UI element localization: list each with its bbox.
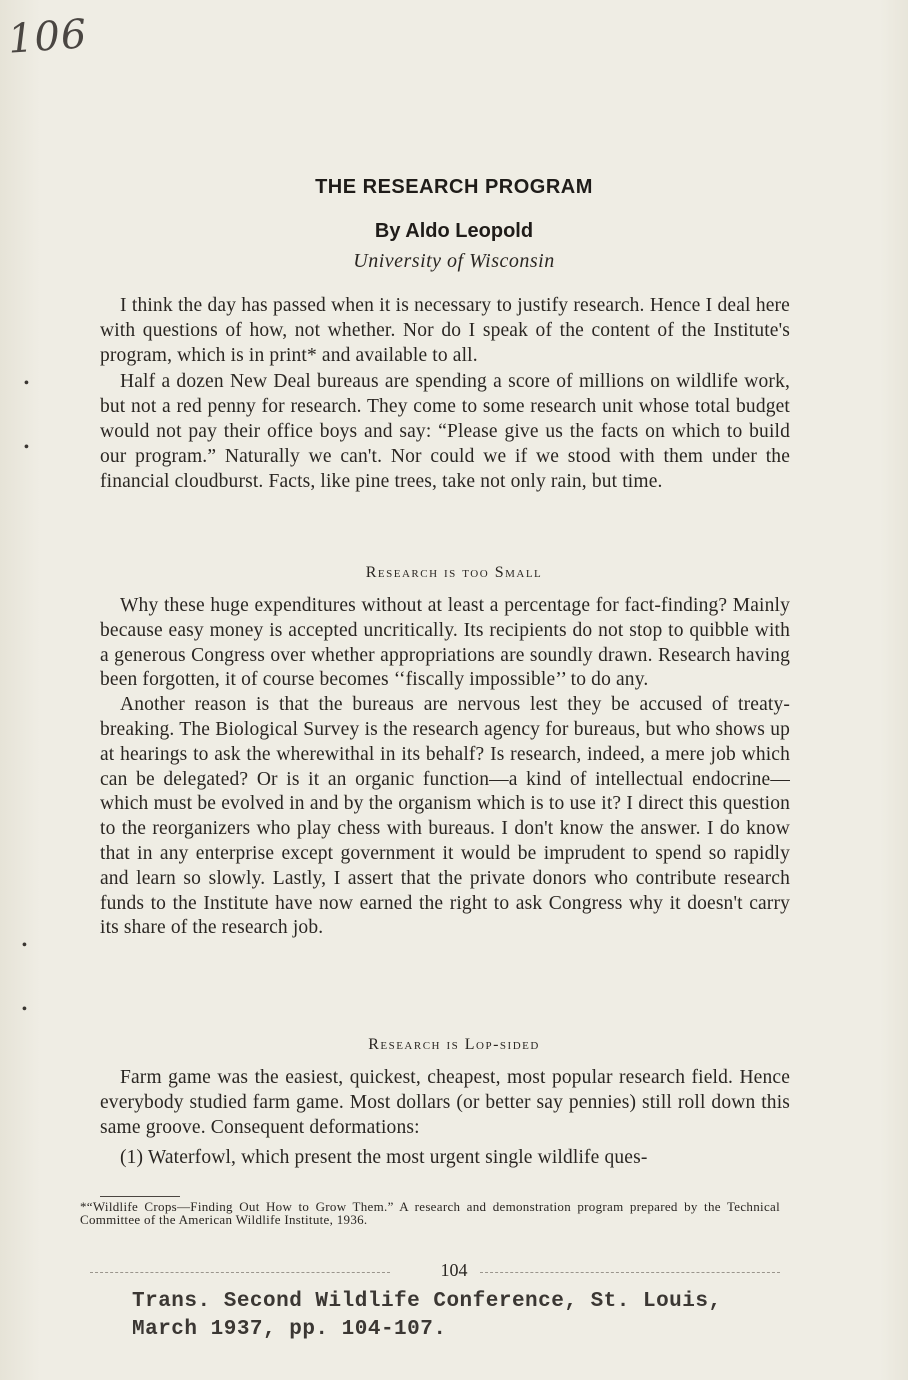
section-research-too-small (100, 594, 790, 941)
footnote: *“Wildlife Crops—Finding Out How to Grow Them.” A research and demonstration program prepared by the Technical Committee of the American Wildlife Institute, 1936. (80, 1199, 780, 1227)
footnote-divider (100, 1196, 180, 1197)
paragraph: Another reason is that the bureaus are nervous lest they be accused of treaty-breaking. The Biological Survey is the research agency for bureaus, but who shows up at hearings to ask the wherewithal in its behalf? Is research, indeed, a mere job which can be delegated? Or is it an organic function—a kind of intellectual endocrine—which must be evolved in and by the organism which is to use it? I direct this question to the reorganizers who play chess with bureaus. I don't know the answer. I do know that in any enterprise except government it would be imprudent to spend so rapidly and learn so slowly. Lastly, I assert that the private donors who contribute research funds to the Institute have now earned the right to ask Congress why it doesn't carry its share of the research job. (100, 694, 790, 939)
paragraph: I think the day has passed when it is necessary to justify research. Hence I deal here with questions of how, not whether. Nor do I speak of the content of the Institute's program, which is in print* and available to all. (100, 295, 790, 366)
article-title: THE RESEARCH PROGRAM (315, 176, 593, 198)
margin-mark-icon: • (24, 440, 29, 455)
citation-line: Trans. Second Wildlife Conference, St. Louis, (132, 1290, 722, 1313)
section-heading: Research is too Small (365, 564, 543, 581)
paragraph: Farm game was the easiest, quickest, cheapest, most popular research field. Hence everybody studied farm game. Most dollars (or better say pennies) still roll down this same groove. Consequent deformations: (100, 1067, 790, 1138)
typed-citation (132, 1288, 722, 1344)
author-affiliation: University of Wisconsin (353, 250, 555, 272)
paragraph: Half a dozen New Deal bureaus are spending a score of millions on wildlife work, but not a red penny for research. They come to some research unit whose total budget would not pay their office boys and say: “Please give us the facts on which to build our program.” Naturally we can't. Nor could we if we stood with them under the financial cloudburst. Facts, like pine trees, take not only rain, but time. (100, 371, 790, 492)
margin-mark-icon: • (22, 938, 27, 953)
section-heading: Research is Lop-sided (368, 1036, 540, 1053)
citation-line: March 1937, pp. 104-107. (132, 1318, 447, 1341)
handwritten-page-number: 106 (6, 11, 89, 63)
page-number: 104 (440, 1260, 468, 1280)
margin-mark-icon: • (22, 1002, 27, 1017)
paragraph: Why these huge expenditures without at least a percentage for fact-finding? Mainly because easy money is accepted uncritically. Its recipients do not stop to quibble with a generous Congress over whether appropriations are soundly drawn. Research having been forgotten, it of course becomes ‘‘fiscally impossible’’ to do any. (100, 595, 790, 691)
intro-section (100, 294, 790, 494)
paragraph: (1) Waterfowl, which present the most urgent single wildlife ques- (120, 1147, 648, 1169)
margin-mark-icon: • (24, 376, 29, 391)
section-research-lopsided (100, 1066, 790, 1171)
author-byline: By Aldo Leopold (374, 220, 534, 242)
